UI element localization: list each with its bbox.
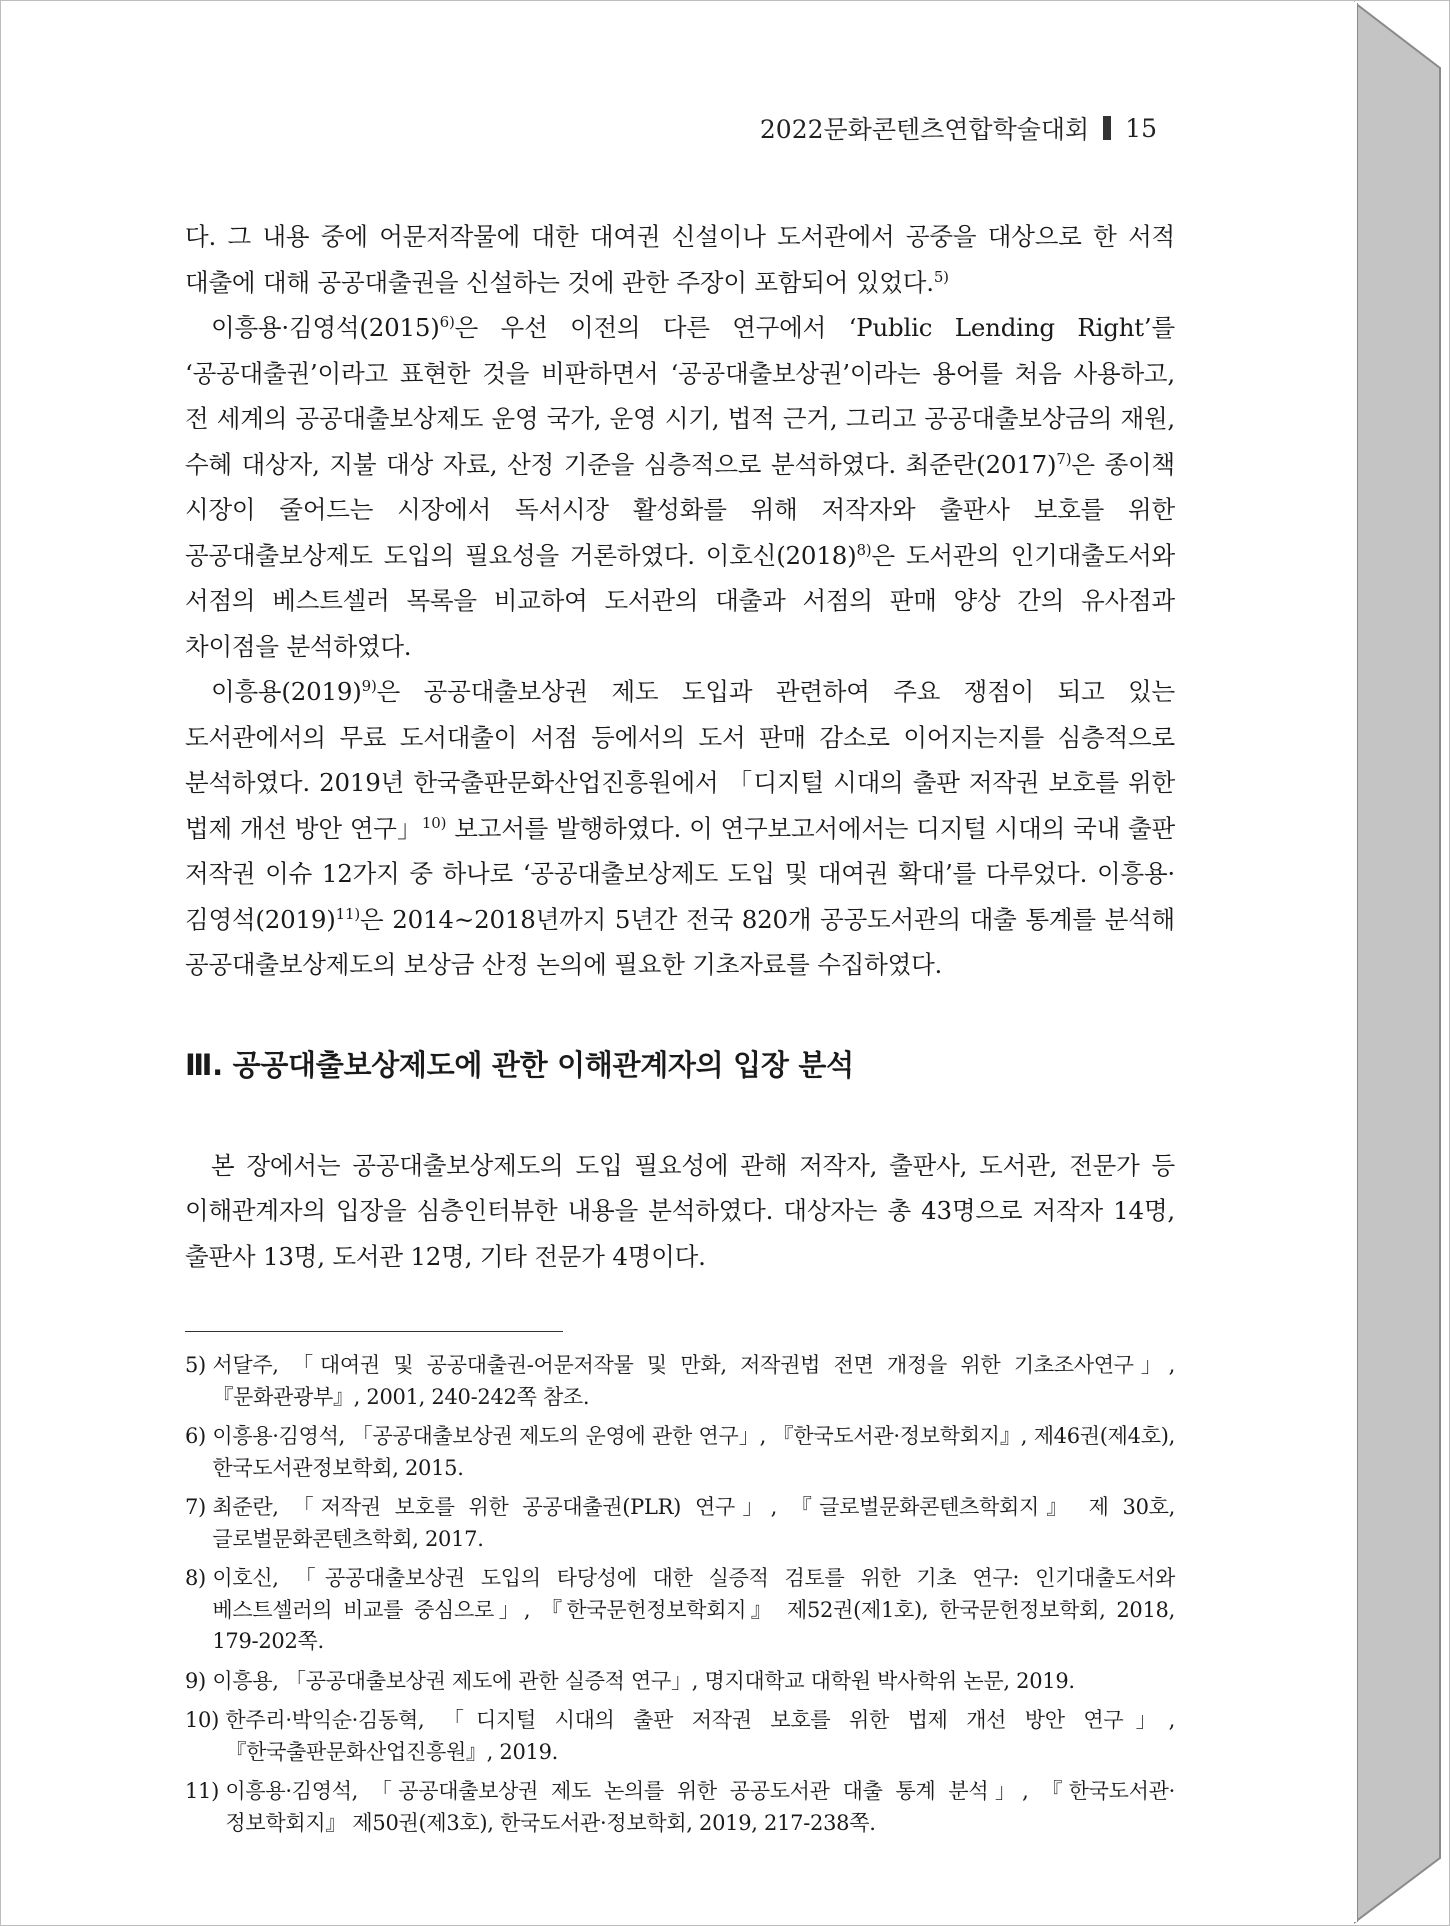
body-text bbox=[185, 214, 1175, 1847]
footnotes bbox=[185, 1350, 1175, 1839]
footnote-number: 8) bbox=[185, 1566, 213, 1590]
footnote-number: 10) bbox=[185, 1708, 226, 1732]
footnote-marker: 8) bbox=[856, 540, 872, 559]
footnote bbox=[185, 1776, 1175, 1839]
paragraph-text: 은 2014~2018년까지 5년간 전국 820개 공공도서관의 대출 통계를 분석해 공공대출보상제도의 보상금 산정 논의에 필요한 기초자료를 수집하였다. bbox=[185, 904, 1175, 979]
footnote-number: 6) bbox=[185, 1424, 213, 1448]
paragraph-text: 은 도서관의 인기대출도서와 서점의 베스트셀러 목록을 비교하여 도서관의 대출과 서점의 판매 양상 간의 유사점과 차이점을 분석하였다. bbox=[185, 540, 1176, 661]
paragraph bbox=[185, 305, 1175, 669]
section-paragraph: 본 장에서는 공공대출보상제도의 도입 필요성에 관해 저작자, 출판사, 도서관, 전문가 등 이해관계자의 입장을 심층인터뷰한 내용을 분석하였다. 대상자는 총 43명으로 저작자 14명, 출판사 13명, 도서관 12명, 기타 전문가 4명이다. bbox=[185, 1150, 1175, 1271]
paragraph bbox=[185, 669, 1175, 988]
footnote bbox=[185, 1705, 1175, 1768]
footnote-text: 이호신, 「공공대출보상권 도입의 타당성에 대한 실증적 검토를 위한 기초 연구: 인기대출도서와 베스트셀러의 비교를 중심으로」, 『한국문헌정보학회지』 제52권(제1호), 한국문헌정보학회, 2018, 179-202쪽. bbox=[212, 1566, 1175, 1653]
footnote-marker: 11) bbox=[335, 904, 361, 923]
footnote-text: 서달주, 「대여권 및 공공대출권-어문저작물 및 만화, 저작권법 전면 개정을 위한 기초조사연구」, 『문화관광부』, 2001, 240-242쪽 참조. bbox=[212, 1353, 1175, 1409]
footnote-marker: 7) bbox=[1056, 449, 1072, 468]
paragraph-text: 다. 그 내용 중에 어문저작물에 대한 대여권 신설이나 도서관에서 공중을 대상으로 한 서적 대출에 대해 공공대출권을 신설하는 것에 관한 주장이 포함되어 있었다. bbox=[185, 222, 1175, 297]
footnote bbox=[185, 1492, 1175, 1555]
paragraph-text: 은 종이책 시장이 줄어드는 시장에서 독서시장 활성화를 위해 저작자와 출판사 보호를 위한 공공대출보상제도 도입의 필요성을 거론하였다. 이호신(2018) bbox=[185, 449, 1175, 570]
footnote-separator bbox=[185, 1331, 563, 1332]
footnote-text: 최준란, 「저작권 보호를 위한 공공대출권(PLR) 연구」, 『글로벌문화콘텐츠학회지』 제 30호, 글로벌문화콘텐츠학회, 2017. bbox=[212, 1495, 1175, 1551]
footnote-marker: 9) bbox=[361, 677, 377, 695]
paragraph bbox=[185, 214, 1175, 305]
paragraph-text: 보고서를 발행하였다. 이 연구보고서에서는 디지털 시대의 국내 출판 저작권 이슈 12가지 중 하나로 ‘공공대출보상제도 도입 및 대여권 확대’를 다루었다. 이흥용·김영석(2019) bbox=[185, 813, 1175, 934]
footnote bbox=[185, 1350, 1175, 1413]
footnote-text: 이흥용·김영석, 「공공대출보상권 제도의 운영에 관한 연구」, 『한국도서관·정보학회지』, 제46권(제4호), 한국도서관정보학회, 2015. bbox=[212, 1424, 1175, 1480]
footnote-text: 한주리·박익순·김동혁, 「디지털 시대의 출판 저작권 보호를 위한 법제 개선 방안 연구」, 『한국출판문화산업진흥원』, 2019. bbox=[225, 1708, 1175, 1764]
footnote-marker: 5) bbox=[933, 267, 949, 286]
footnote-marker: 10) bbox=[421, 813, 447, 832]
footnote-number: 7) bbox=[185, 1495, 213, 1519]
running-header bbox=[760, 110, 1157, 146]
running-title: 2022문화콘텐츠연합학술대회 bbox=[759, 115, 1090, 144]
footnote bbox=[185, 1563, 1175, 1658]
paragraph-text: 이흥용·김영석(2015) bbox=[211, 313, 440, 342]
footnote-text: 이흥용, 「공공대출보상권 제도에 관한 실증적 연구」, 명지대학교 대학원 박사학위 논문, 2019. bbox=[212, 1668, 1075, 1693]
document-page bbox=[2, 2, 1357, 1922]
header-separator-bar bbox=[1103, 116, 1111, 140]
footnote-number: 9) bbox=[185, 1668, 213, 1693]
footnote bbox=[185, 1666, 1175, 1698]
page-number: 15 bbox=[1125, 113, 1157, 143]
paragraph-text: 은 우선 이전의 다른 연구에서 ‘Public Lending Right’를 ‘공공대출권’이라고 표현한 것을 비판하면서 ‘공공대출보상권’이라는 용어를 처음 사용하고, 전 세계의 공공대출보상제도 운영 국가, 운영 시기, 법적 근거, 그리고 공공대출보상금의 재원, 수혜 대상자, 지불 대상 자료, 산정 기준을 심층적으로 분석하였다. 최준란(2017) bbox=[185, 313, 1175, 479]
paragraph-text: 이흥용(2019) bbox=[211, 677, 362, 706]
footnote bbox=[185, 1421, 1175, 1484]
footnote-text: 이흥용·김영석, 「공공대출보상권 제도 논의를 위한 공공도서관 대출 통계 분석」, 『한국도서관·정보학회지』 제50권(제3호), 한국도서관·정보학회, 2019, 217-238쪽. bbox=[225, 1779, 1175, 1835]
footnote-marker: 6) bbox=[439, 313, 455, 331]
footnote-number: 5) bbox=[185, 1353, 213, 1377]
footnote-number: 11) bbox=[185, 1779, 226, 1803]
paragraph-text: 은 공공대출보상권 제도 도입과 관련하여 주요 쟁점이 되고 있는 도서관에서의 무료 도서대출이 서점 등에서의 도서 판매 감소로 이어지는지를 심층적으로 분석하였다. 2019년 한국출판문화산업진흥원에서 「디지털 시대의 출판 저작권 보호를 위한 법제 개선 방안 연구」 bbox=[185, 677, 1175, 843]
section-heading: Ⅲ. 공공대출보상제도에 관한 이해관계자의 입장 분석 bbox=[185, 1047, 854, 1082]
